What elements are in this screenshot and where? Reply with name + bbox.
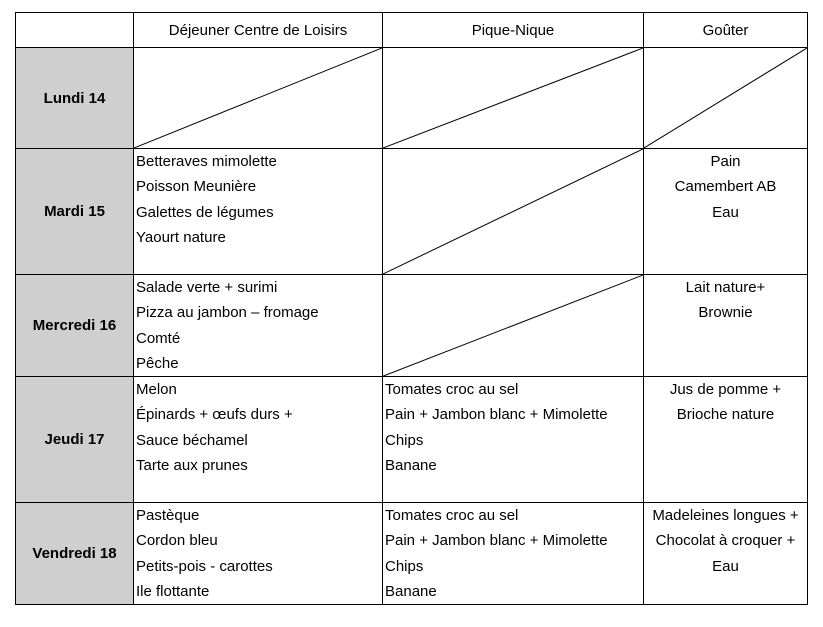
gouter-cell (644, 275, 808, 377)
day-label: Mardi 15 (16, 149, 134, 275)
pique-nique-cell (383, 377, 644, 503)
menu-item: Poisson Meunière (136, 178, 257, 196)
menu-item: Galettes de légumes (136, 203, 274, 221)
day-label: Vendredi 18 (16, 503, 134, 605)
menu-item: Épinards + œufs durs + (136, 406, 293, 424)
diagonal-strike (383, 48, 643, 148)
dejeuner-cell-empty (134, 48, 383, 149)
menu-item: Ile flottante (136, 583, 210, 601)
gouter-cell-empty (644, 48, 808, 149)
dejeuner-cell (134, 377, 383, 503)
day-label: Jeudi 17 (16, 377, 134, 503)
menu-item: Pêche (136, 354, 179, 372)
menu-item: Tomates croc au sel (385, 381, 519, 399)
diagonal-strike (134, 48, 382, 148)
dejeuner-cell (134, 149, 383, 275)
menu-item: Yaourt nature (136, 228, 226, 246)
menu-item: Comté (136, 329, 181, 347)
menu-item: Brioche nature (676, 406, 775, 424)
menu-item: Sauce béchamel (136, 431, 248, 449)
menu-item: Banane (385, 583, 437, 601)
menu-item: Jus de pomme + (669, 381, 782, 399)
header-corner (16, 13, 134, 48)
header-row (16, 13, 808, 48)
day-label: Lundi 14 (16, 48, 134, 149)
menu-item: Pizza au jambon – fromage (136, 304, 319, 322)
menu-item: Brownie (698, 304, 753, 322)
menu-item: Eau (712, 203, 739, 221)
day-label: Mercredi 16 (16, 275, 134, 377)
header-pique-nique: Pique-Nique (383, 13, 644, 48)
pique-nique-cell-empty (383, 275, 644, 377)
menu-item: Cordon bleu (136, 532, 218, 550)
menu-item: Salade verte + surimi (136, 279, 278, 296)
pique-nique-cell-empty (383, 48, 644, 149)
day-row-vendredi (16, 503, 808, 605)
menu-item: Lait nature+ (685, 279, 766, 296)
day-row-jeudi (16, 377, 808, 503)
pique-nique-cell (383, 503, 644, 605)
menu-item: Chips (385, 431, 424, 449)
header-dejeuner: Déjeuner Centre de Loisirs (134, 13, 383, 48)
menu-item: Pain + Jambon blanc + Mimolette (385, 532, 608, 550)
day-row-lundi (16, 48, 808, 149)
day-row-mardi (16, 149, 808, 275)
dejeuner-cell (134, 275, 383, 377)
menu-item: Pain + Jambon blanc + Mimolette (385, 406, 608, 424)
menu-item: Madeleines longues + (652, 507, 799, 525)
gouter-cell (644, 377, 808, 503)
menu-table (15, 12, 808, 605)
dejeuner-cell (134, 503, 383, 605)
pique-nique-cell-empty (383, 149, 644, 275)
menu-item: Tarte aux prunes (136, 457, 248, 475)
menu-item: Pain (710, 153, 741, 170)
diagonal-strike (644, 48, 807, 148)
diagonal-strike (383, 275, 643, 376)
day-row-mercredi (16, 275, 808, 377)
menu-item: Melon (136, 381, 177, 399)
menu-item: Petits-pois - carottes (136, 557, 273, 575)
menu-item: Camembert AB (674, 178, 777, 196)
header-gouter: Goûter (644, 13, 808, 48)
menu-item: Chocolat à croquer + (655, 532, 796, 550)
diagonal-strike (383, 149, 643, 274)
menu-item: Banane (385, 457, 437, 475)
menu-item: Chips (385, 557, 424, 575)
menu-item: Pastèque (136, 507, 200, 525)
gouter-cell (644, 149, 808, 275)
menu-item: Tomates croc au sel (385, 507, 519, 525)
menu-item: Betteraves mimolette (136, 153, 277, 170)
menu-item: Eau (712, 557, 739, 575)
gouter-cell (644, 503, 808, 605)
